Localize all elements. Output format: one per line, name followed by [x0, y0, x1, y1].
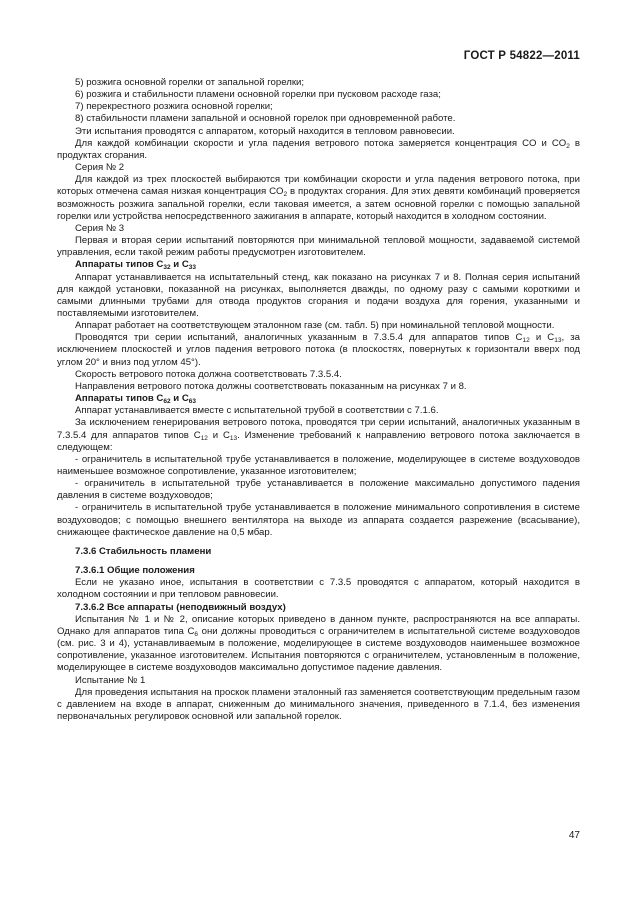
series-heading: Серия № 3 — [75, 222, 125, 234]
paragraph: Проводятся три серии испытаний, аналогичных указанным в 7.3.5.4 для аппаратов типов $C_{12}$ и $C_{13}$, за исключением плоскостей и углов падения ветрового потока (в плоскостях, повернутых к горизонтали вверх под углом 20° и вниз под углом 45°). — [57, 332, 580, 368]
paragraph: Направления ветрового потока должны соответствовать показанным на рисунках 7 и 8. — [75, 380, 467, 392]
section-heading: 7.3.6 Стабильность пламени — [75, 545, 212, 557]
paragraph: 5) розжига основной горелки от запальной горелки; — [75, 77, 305, 88]
paragraph: 6) розжига и стабильности пламени основной горелки при пусковом расходе газа; — [75, 89, 441, 101]
paragraph: 8) стабильности пламени запальной и основной горелок при одновременной работе. — [75, 113, 456, 125]
paragraph: Аппарат работает на соответствующем эталонном газе (см. табл. 5) при номинальной тепловой мощности. — [75, 320, 555, 332]
subsection-heading: 7.3.6.2 Все аппараты (неподвижный воздух) — [75, 601, 286, 613]
list-item: - ограничитель в испытательной трубе устанавливается в положение максимально допустимого падения давления в системе воздуховодов; — [57, 478, 580, 502]
paragraph: За исключением генерирования ветрового потока, проводятся три серии испытаний, аналогичных указанным в 7.3.5.4 для аппаратов типов $C_{12}$ и $C_{13}$. Изменение требований к направлению ветрового потока заключается в следующем: — [57, 417, 580, 453]
paragraph: Если не указано иное, испытания в соответствии с 7.3.5 проводятся с аппаратом, который находится в холодном состоянии и при тепловом равновесии. — [57, 577, 580, 601]
series-heading: Серия № 2 — [75, 162, 125, 174]
paragraph: Первая и вторая серии испытаний повторяются при минимальной тепловой мощности, задаваемой системой управления, если такой режим работы предусмотрен изготовителем. — [57, 235, 580, 259]
subsection-heading: 7.3.6.1 Общие положения — [75, 565, 195, 577]
paragraph: Аппарат устанавливается вместе с испытательной трубой в соответствии с 7.1.6. — [75, 405, 439, 417]
list-item: - ограничитель в испытательной трубе устанавливается в положение, моделирующее в системе воздуховодов наименьшее возможное сопротивление, указанное изготовителем; — [57, 453, 580, 477]
paragraph: Аппарат устанавливается на испытательный стенд, как показано на рисунках 7 и 8. Полная серия испытаний для каждой установки, показанной на рисунках, выполняется дважды, по одному разу с самыми короткими и самыми длинными трубами для отвода продуктов сгорания и подачи воздуха для горения, указанными и поставляемыми изготовителем. — [57, 271, 580, 319]
document-header: ГОСТ Р 54822—2011 — [463, 50, 580, 62]
paragraph: Эти испытания проводятся с аппаратом, который находится в тепловом равновесии. — [75, 125, 455, 137]
document-body — [57, 77, 580, 723]
paragraph: 7) перекрестного розжига основной горелки; — [75, 101, 273, 113]
paragraph: Скорость ветрового потока должна соответствовать 7.3.5.4. — [75, 368, 342, 380]
paragraph: Для проведения испытания на проскок пламени эталонный газ заменяется соответствующим предельным газом с давлением на входе в аппарат, сниженным до минимального значения, приведенного в 7.1.4, без изменения первоначальных регулировок основной или запальной горелок. — [57, 686, 580, 722]
list-item: - ограничитель в испытательной трубе устанавливается в положение минимального сопротивления в системе воздуховодов; с помощью внешнего вентилятора на выходе из аппарата создается разрежение (всасывание), снижающее фактическое давление на 0,5 мбар. — [57, 502, 580, 538]
paragraph: Испытания № 1 и № 2, описание которых приведено в данном пункте, распространяются на все аппараты. Однако для аппаратов типа $C_6$ они должны проводиться с ограничителем в испытательной системе воздуховодов (см. рис. 3 и 4), устанавливаемым в положение, моделирующее в системе воздуховодов наименьшее возможное сопротивление, указанное изготовителем. Испытания повторяются с ограничителем, установленным в положение, моделирующее в системе воздуховодов максимально допустимое падение давления. — [57, 613, 580, 674]
paragraph: Для каждой комбинации скорости и угла падения ветрового потока замеряется концентрация CO и $CO_2$ в продуктах сгорания. — [57, 137, 580, 161]
page-number: 47 — [568, 830, 580, 841]
subsection-heading: Аппараты типов $C_{32}$ и $C_{33}$ — [75, 259, 196, 272]
paragraph: Для каждой из трех плоскостей выбираются три комбинации скорости и угла падения ветрового потока, при которых отмечена самая низкая концентрация $CO_2$ в продуктах сгорания. Для этих девяти комбинаций проверяется возможность розжига запальной горелки, если таковая имеется, а затем основной горелки с помощью запальной горелки или устройства непосредственного зажигания в аппарате, который находится в холодном состоянии. — [57, 174, 581, 222]
subsection-heading: Аппараты типов $C_{62}$ и $C_{63}$ — [75, 393, 196, 406]
test-heading: Испытание № 1 — [75, 674, 146, 686]
